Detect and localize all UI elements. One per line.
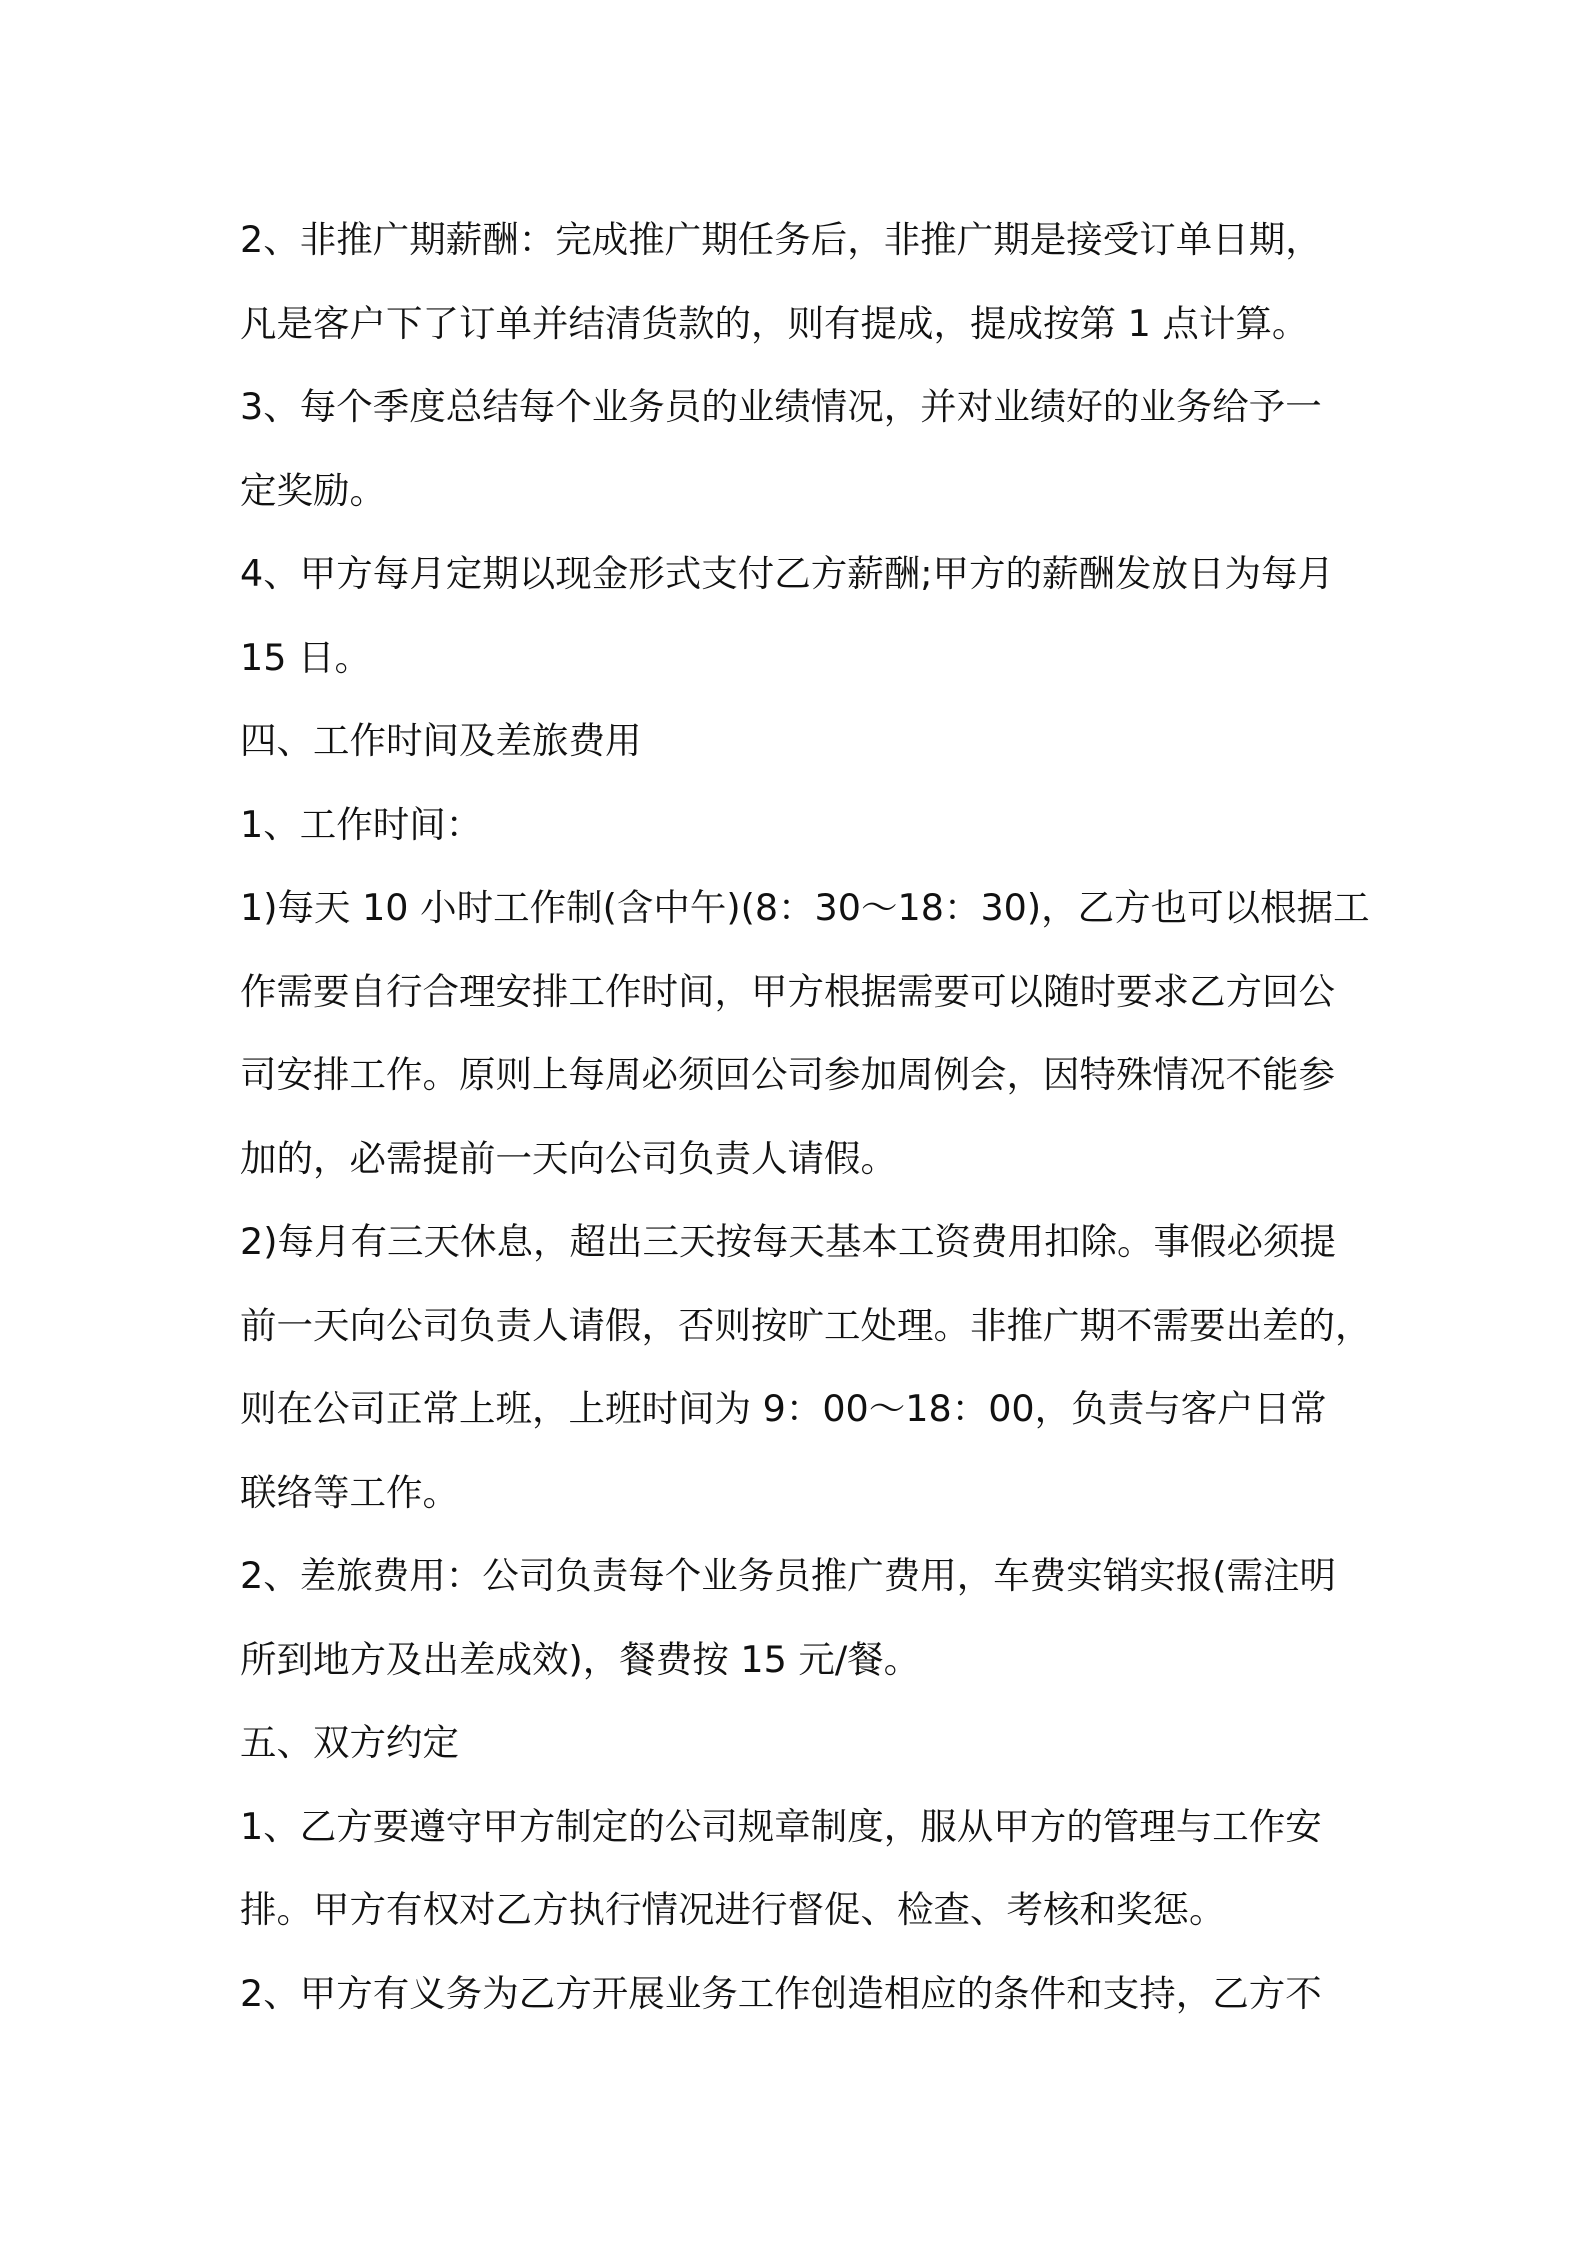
text-line: 2)每月有三天休息，超出三天按每天基本工资费用扣除。事假必须提: [240, 1220, 1336, 1263]
text-line: 2、非推广期薪酬：完成推广期任务后，非推广期是接受订单日期，: [240, 218, 1322, 261]
text-line: 2、甲方有义务为乙方开展业务工作创造相应的条件和支持，乙方不: [240, 1971, 1322, 2015]
section-heading: 四、工作时间及差旅费用: [240, 719, 642, 762]
text-line: 1)每天 10 小时工作制(含中午)(8：30～18：30)，乙方也可以根据工: [240, 886, 1370, 929]
text-line: 加的，必需提前一天向公司负责人请假。: [240, 1136, 897, 1180]
text-line: 排。甲方有权对乙方执行情况进行督促、检查、考核和奖惩。: [240, 1888, 1226, 1931]
text-line: 定奖励。: [240, 468, 386, 512]
section-heading: 五、双方约定: [240, 1721, 459, 1764]
text-line: 2、差旅费用：公司负责每个业务员推广费用，车费实销实报(需注明: [240, 1554, 1336, 1597]
text-line: 1、工作时间：: [240, 802, 483, 846]
text-line: 则在公司正常上班，上班时间为 9：00～18：00，负责与客户日常: [240, 1387, 1327, 1430]
document-body: [240, 198, 1372, 2035]
text-line: 前一天向公司负责人请假，否则按旷工处理。非推广期不需要出差的，: [240, 1303, 1372, 1347]
text-line: 联络等工作。: [240, 1470, 459, 1514]
text-line: 4、甲方每月定期以现金形式支付乙方薪酬;甲方的薪酬发放日为每月: [240, 552, 1335, 595]
text-line: 凡是客户下了订单并结清货款的，则有提成，提成按第 1 点计算。: [240, 301, 1309, 345]
text-line: 所到地方及出差成效)，餐费按 15 元/餐。: [240, 1637, 921, 1681]
text-line: 司安排工作。原则上每周必须回公司参加周例会，因特殊情况不能参: [240, 1053, 1335, 1096]
text-line: 1、乙方要遵守甲方制定的公司规章制度，服从甲方的管理与工作安: [240, 1804, 1322, 1848]
text-line: 作需要自行合理安排工作时间，甲方根据需要可以随时要求乙方回公: [240, 969, 1335, 1013]
text-line: 15 日。: [240, 635, 372, 679]
text-line: 3、每个季度总结每个业务员的业绩情况，并对业绩好的业务给予一: [240, 385, 1322, 428]
